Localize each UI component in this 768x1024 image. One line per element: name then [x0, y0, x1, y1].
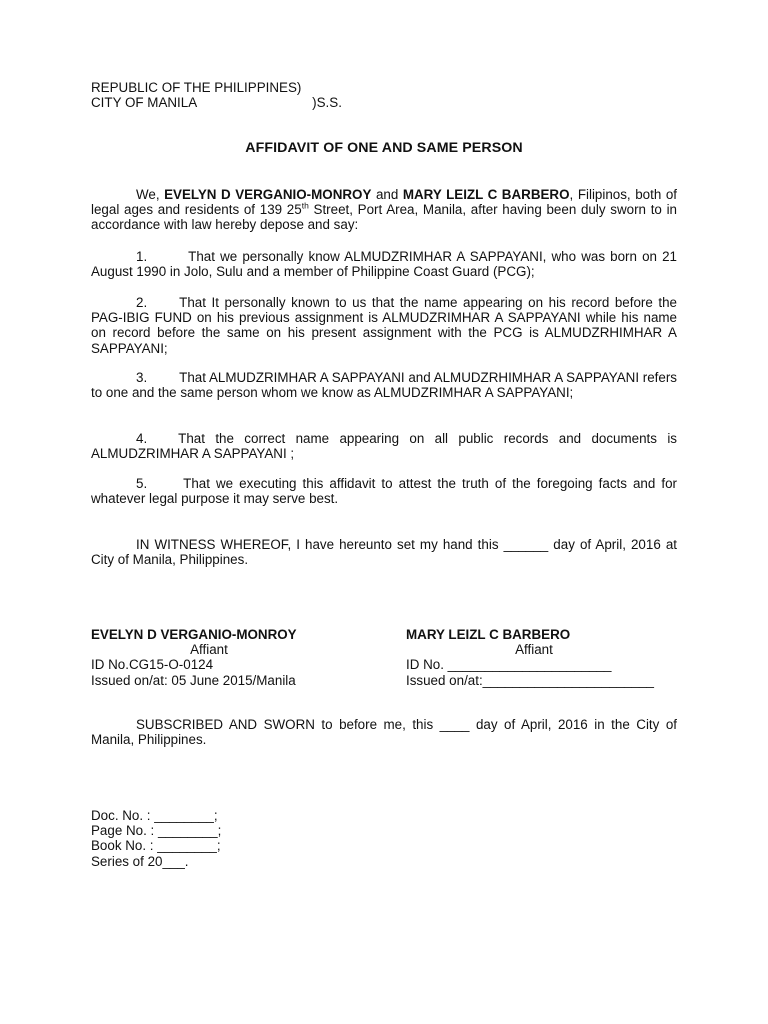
- notarial-doc-no: Doc. No. : ________;: [91, 808, 218, 823]
- paragraph-text: That we personally know ALMUDZRIMHAR A SAPPAYANI, who was born on 21 August 1990 in Jolo, Sulu and a member of Philippine Coast Guard (PCG);: [91, 249, 677, 280]
- document-title: AFFIDAVIT OF ONE AND SAME PERSON: [245, 140, 523, 156]
- affiant-issued: Issued on/at:_______________________: [406, 672, 654, 688]
- paragraph-4: [91, 431, 677, 461]
- intro-text-b: Street, Port Area, Manila, after having been duly sworn to in accordance with law hereby depose and say:: [91, 202, 678, 233]
- affiant-issued: Issued on/at: 05 June 2015/Manila: [91, 672, 296, 688]
- venue-republic: REPUBLIC OF THE PHILIPPINES): [91, 80, 302, 95]
- paragraph-number: 2.: [136, 295, 148, 310]
- witness-paragraph: [91, 537, 677, 567]
- affiant-signature-name: EVELYN D VERGANIO-MONROY: [91, 627, 297, 642]
- affiant-signature-block-1: [91, 627, 331, 688]
- paragraph-3: [91, 370, 677, 400]
- paragraph-number: 1.: [136, 249, 148, 264]
- venue-city-name: CITY OF MANILA: [91, 95, 198, 111]
- intro-we: We,: [136, 187, 165, 202]
- paragraph-1: [91, 249, 677, 279]
- notarial-book-no: Book No. : ________;: [91, 838, 221, 854]
- venue-header: [91, 80, 677, 110]
- paragraph-text: That ALMUDZRIMHAR A SAPPAYANI and ALMUDZRHIMHAR A SAPPAYANI refers to one and the same person whom we know as ALMUDZRIMHAR A SAPPAYANI;: [91, 370, 677, 401]
- paragraph-text: That the correct name appearing on all public records and documents is ALMUDZRIMHAR A SAPPAYANI ;: [91, 431, 677, 462]
- intro-and: and: [371, 187, 403, 202]
- affiant-id: ID No. ______________________: [406, 657, 612, 673]
- intro-paragraph: [91, 187, 677, 233]
- paragraph-text: That we executing this affidavit to attest the truth of the foregoing facts and for whatever legal purpose it may serve best.: [91, 476, 677, 507]
- paragraph-2: [91, 295, 677, 356]
- notarial-register: [91, 808, 677, 869]
- jurat-paragraph: [91, 717, 677, 747]
- paragraph-5: [91, 476, 677, 506]
- paragraph-number: 5.: [136, 476, 148, 491]
- paragraph-number: 4.: [136, 431, 148, 446]
- intro-superscript: th: [301, 200, 309, 211]
- affiant-signature-name: MARY LEIZL C BARBERO: [406, 627, 571, 642]
- affiant-role: Affiant: [515, 642, 553, 658]
- affiant-name-2: MARY LEIZL C BARBERO: [402, 187, 570, 202]
- affiant-role: Affiant: [190, 642, 228, 658]
- notarial-series: Series of 20___.: [91, 853, 189, 869]
- paragraph-number: 3.: [136, 370, 148, 385]
- notarial-page-no: Page No. : ________;: [91, 823, 222, 839]
- intro-comma: ,: [569, 187, 574, 202]
- affiant-signature-block-2: [406, 627, 678, 688]
- venue-city: [91, 95, 677, 110]
- witness-text: IN WITNESS WHEREOF, I have hereunto set my hand this ______ day of April, 2016 at City of Manila, Philippines.: [91, 537, 677, 568]
- jurat-text: SUBSCRIBED AND SWORN to before me, this ____ day of April, 2016 in the City of Manila, Philippines.: [91, 717, 677, 748]
- intro-text-a: Filipinos, both of legal ages and residents of 139 25: [91, 187, 677, 218]
- affiant-id: ID No.CG15-O-0124: [91, 657, 214, 673]
- venue-ss: )S.S.: [312, 95, 342, 111]
- affiant-name-1: EVELYN D VERGANIO-MONROY: [164, 187, 372, 202]
- paragraph-text: That It personally known to us that the name appearing on his record before the PAG-IBIG FUND on his previous assignment is ALMUDZRIMHAR A SAPPAYANI while his name on record before the same on his present assignment with the PCG is ALMUDZRHIMHAR A SAPPAYANI;: [91, 295, 677, 356]
